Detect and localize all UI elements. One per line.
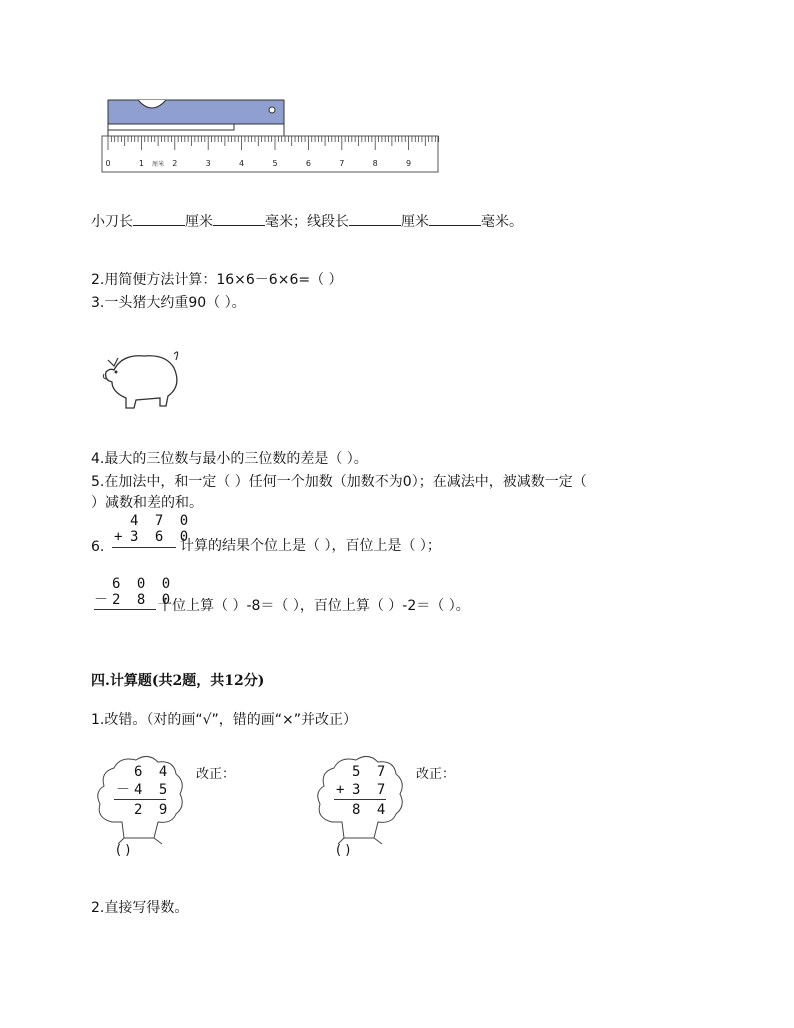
q6-minuend: 6 0 0 <box>112 576 175 592</box>
ruler-unit-label: 厘米 <box>152 161 165 168</box>
q6-plus-sign: + <box>114 529 127 545</box>
c2-title: 2.直接写得数。 <box>91 900 189 916</box>
question-5-line2: ）减数和差的和。 <box>91 495 203 511</box>
ruler-tick-label: 6 <box>305 159 311 168</box>
ruler-tick-label: 2 <box>172 159 178 168</box>
ruler-tick-label: 7 <box>339 159 345 168</box>
ruler-tick-label: 9 <box>406 159 412 168</box>
question-4: 4.最大的三位数与最小的三位数的差是（ ）。 <box>91 451 368 467</box>
tree2-rule <box>334 799 386 800</box>
q6-subtrahend: 2 8 0 <box>112 592 175 608</box>
q1-unit-cm2: 厘米 <box>401 214 429 230</box>
question-2: 2.用简便方法计算：16×6－6×6=（ ） <box>91 272 343 288</box>
q1-unit-cm: 厘米 <box>185 214 213 230</box>
tree1-rule <box>114 799 166 800</box>
q6-addend-top: 4 7 0 <box>130 513 193 529</box>
q1-unit-mm2: 毫米。 <box>481 214 523 230</box>
tree1-top: 6 4 <box>134 764 172 780</box>
question-3: 3.一头猪大约重90（ ）。 <box>91 295 246 311</box>
tree2-top: 5 7 <box>352 764 390 780</box>
ruler-tick-label: 5 <box>272 159 278 168</box>
tree2-answer-paren[interactable]: ( ) <box>336 843 351 858</box>
q6-addend-bottom: 3 6 0 <box>130 529 193 545</box>
q1-line <box>91 213 523 231</box>
q6-diff-rule <box>94 609 156 610</box>
q6-sum-rule <box>112 547 176 548</box>
tree2-bottom: 3 7 <box>352 782 390 798</box>
section-4-title: 四.计算题(共2题，共12分) <box>91 673 265 689</box>
ruler-tick-label: 8 <box>372 159 378 168</box>
blank-mm2[interactable] <box>429 213 481 226</box>
ruler-figure <box>100 98 442 178</box>
tree2-result: 8 4 <box>352 802 390 818</box>
q6-minus-sign: － <box>94 592 112 608</box>
question-5-line1: 5.在加法中，和一定（ ）任何一个加数（加数不为0）；在减法中，被减数一定（ <box>91 474 587 490</box>
pig-illustration <box>100 346 184 410</box>
blank-cm2[interactable] <box>349 213 401 226</box>
ruler-tick-label: 1 <box>138 159 144 168</box>
blank-mm[interactable] <box>213 213 265 226</box>
c1-title: 1.改错。（对的画“√”，错的画“×”并改正） <box>91 712 358 728</box>
tree1-answer-paren[interactable]: ( ) <box>116 843 131 858</box>
ruler-tick-label: 0 <box>105 159 111 168</box>
ruler-tick-label: 4 <box>239 159 245 168</box>
q6-text: 计算的结果个位上是（ ），百位上是（ ）； <box>180 538 441 554</box>
tree1-fix-label: 改正： <box>196 767 236 782</box>
question-6-number: 6. <box>91 539 105 555</box>
tree2-fix-label: 改正： <box>416 767 456 782</box>
q1-knife-label: 小刀长 <box>91 214 133 230</box>
tree1-bottom: 4 5 <box>134 782 172 798</box>
q6-sub-text: 十位上算（ ）-8＝（ ），百位上算（ ）-2＝（ ）。 <box>158 598 470 614</box>
q1-unit-mm: 毫米；线段长 <box>265 214 349 230</box>
blank-cm[interactable] <box>133 213 185 226</box>
tree1-result: 2 9 <box>134 802 172 818</box>
tree1-op: － <box>116 782 134 798</box>
ruler-tick-label: 3 <box>205 159 211 168</box>
tree2-op: + <box>336 782 349 798</box>
